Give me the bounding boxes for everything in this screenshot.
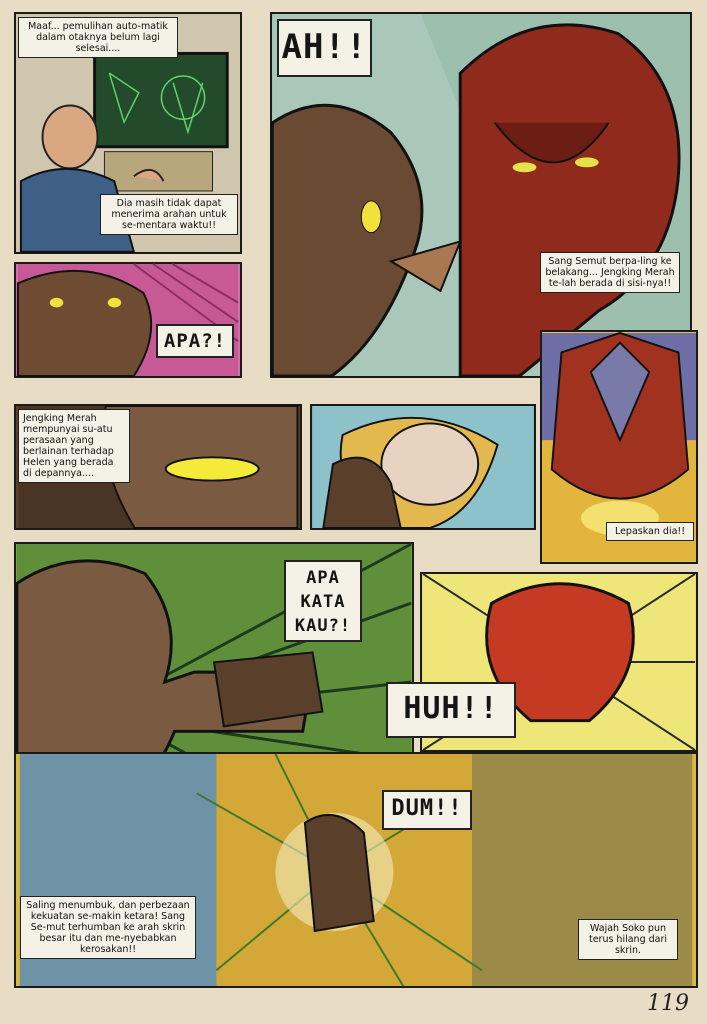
panel-9-collision bbox=[14, 752, 698, 988]
sfx-huh: HUH!! bbox=[386, 682, 516, 738]
caption-soko-vanishes: Wajah Soko pun terus hilang dari skrin. bbox=[578, 919, 678, 960]
page-number: 119 bbox=[647, 991, 689, 1016]
panel-8-scorpion-fist bbox=[403, 572, 698, 752]
ant-react-art bbox=[16, 264, 240, 376]
caption-release-her: Lepaskan dia!! bbox=[606, 522, 694, 541]
panel-3-ant-reacts bbox=[14, 262, 242, 378]
caption-collision: Saling menumbuk, dan perbezaan kekuatan se-makin ketara! Sang Se-mut terhumban ke arah skrin besar itu dan me-nyebabkan kerosakan!! bbox=[20, 896, 196, 959]
sfx-apa: APA?! bbox=[156, 324, 234, 358]
panel-1-scientist bbox=[14, 12, 242, 254]
caption-scorpion-reveal: Sang Semut berpa-ling ke belakang... Jengking Merah te-lah berada di sisi-nya!! bbox=[540, 252, 680, 293]
sfx-dum: DUM!! bbox=[382, 790, 472, 830]
caption-scientist-bottom: Dia masih tidak dapat menerima arahan untuk se-mentara waktu!! bbox=[100, 194, 238, 235]
panel-5-helen bbox=[310, 404, 536, 530]
caption-scientist-top: Maaf... pemulihan auto-matik dalam otaknya belum lagi selesai.... bbox=[18, 17, 178, 58]
helen-art bbox=[312, 406, 534, 528]
sfx-ah: AH!! bbox=[277, 19, 372, 77]
caption-scorpion-feelings: Jengking Merah mempunyai su-atu perasaan yang berlainan terhadap Helen yang berada di depannya.... bbox=[18, 409, 130, 483]
panel-4-ant-closeup bbox=[14, 404, 302, 530]
panel-2-scorpion-reveal bbox=[270, 12, 692, 378]
sfx-what-did-you-say: APA KATA KAU?! bbox=[284, 560, 362, 642]
panel-6-scorpion-demand bbox=[540, 330, 698, 564]
